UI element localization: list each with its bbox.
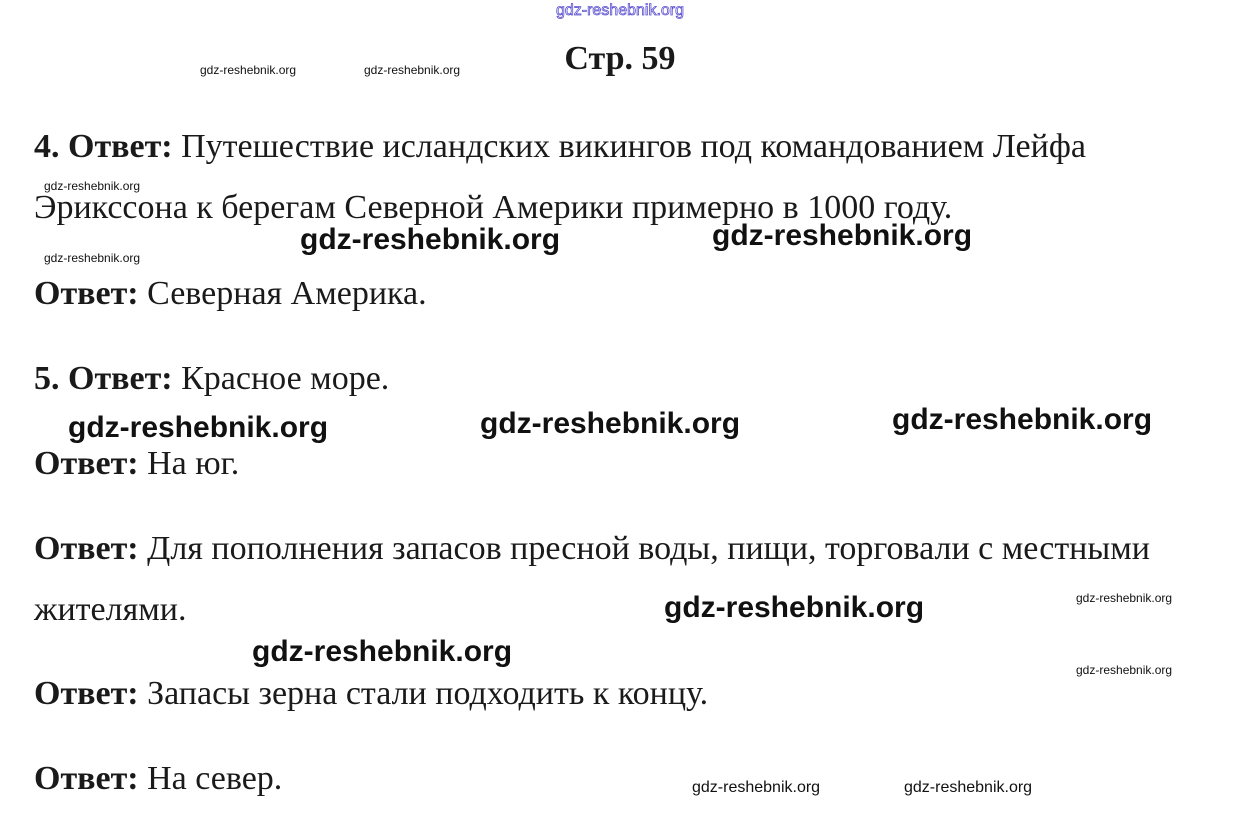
- answer-label: Ответ:: [34, 675, 139, 712]
- answer-text: На юг.: [147, 445, 240, 482]
- answer-label: Ответ:: [34, 760, 139, 797]
- answer-5d: [34, 663, 1214, 724]
- watermark: gdz-reshebnik.org: [364, 63, 461, 77]
- answer-4: [34, 116, 1214, 238]
- watermark: gdz-reshebnik.org: [480, 407, 741, 440]
- answer-label: Ответ:: [68, 128, 173, 165]
- watermark: gdz-reshebnik.org: [252, 635, 513, 668]
- answer-label: Ответ:: [68, 360, 173, 397]
- answer-label: Ответ:: [34, 275, 139, 312]
- watermark: gdz-reshebnik.org: [44, 251, 141, 265]
- answer-4b: [34, 263, 1214, 324]
- answer-label: Ответ:: [34, 445, 139, 482]
- answer-text: Северная Америка.: [147, 275, 427, 312]
- watermark: gdz-reshebnik.org: [892, 403, 1153, 436]
- watermark-top: gdz-reshebnik.org: [555, 2, 685, 19]
- watermark: gdz-reshebnik.org: [1076, 591, 1173, 605]
- answer-text: Красное море.: [181, 360, 390, 397]
- answer-5c: [34, 518, 1214, 640]
- watermark: gdz-reshebnik.org: [712, 219, 973, 252]
- page-title: Стр. 59: [564, 40, 676, 77]
- answer-label: Ответ:: [34, 530, 139, 567]
- watermark: gdz-reshebnik.org: [1076, 663, 1173, 677]
- answer-text: Для пополнения запасов пресной воды, пищи, торговали с местными жителями.: [34, 530, 1150, 628]
- watermark: gdz-reshebnik.org: [692, 779, 821, 796]
- answer-text: Путешествие исландских викингов под командованием Лейфа Эрикссона к берегам Северной Америки примерно в 1000 году.: [34, 128, 1086, 226]
- watermark: gdz-reshebnik.org: [200, 63, 297, 77]
- answer-text: На север.: [147, 760, 283, 797]
- answer-text: Запасы зерна стали подходить к концу.: [147, 675, 709, 712]
- watermark: gdz-reshebnik.org: [904, 779, 1033, 796]
- watermark: gdz-reshebnik.org: [664, 591, 925, 624]
- answer-5: [34, 348, 1214, 409]
- watermark: gdz-reshebnik.org: [68, 411, 329, 444]
- answer-5e: [34, 748, 1214, 809]
- answer-number: 5.: [34, 360, 60, 397]
- watermark: gdz-reshebnik.org: [44, 179, 141, 193]
- watermark: gdz-reshebnik.org: [300, 223, 561, 256]
- answer-number: 4.: [34, 128, 60, 165]
